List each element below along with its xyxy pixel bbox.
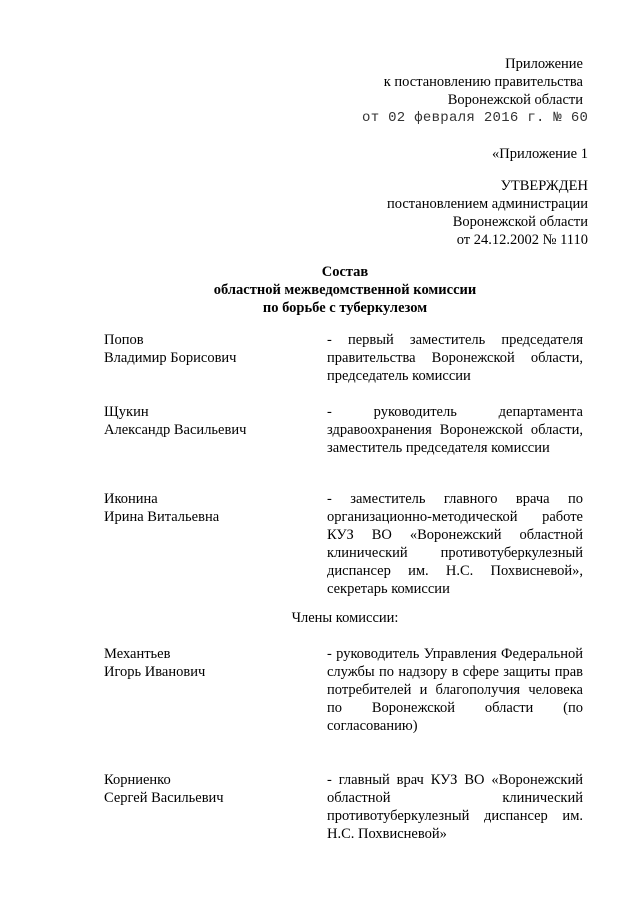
person-name: Щукин Александр Васильевич: [104, 404, 247, 438]
person-name: Корниенко Сергей Васильевич: [104, 772, 224, 806]
person-role: - руководитель Управления Федеральной службы по надзору в сфере защиты прав потребителей и благополучия человека по Воронежской области (по согласованию): [327, 646, 583, 734]
registration-stamp: от 02 февраля 2016 г. № 60: [362, 110, 589, 126]
person-role: - первый заместитель председателя правительства Воронежской области, председатель комиссии: [327, 332, 583, 384]
person-name: Механтьев Игорь Иванович: [104, 646, 206, 680]
person-name: Попов Владимир Борисович: [104, 332, 237, 366]
appendix-1-label: «Приложение 1: [492, 146, 588, 162]
person-role: - руководитель департамента здравоохранения Воронежской области, заместитель председателя комиссии: [327, 404, 583, 456]
approval-block: УТВЕРЖДЕН постановлением администрации Воронежской области от 24.12.2002 № 1110: [386, 178, 588, 248]
appendix-header: Приложение к постановлению правительства Воронежской области: [383, 56, 583, 108]
person-name: Иконина Ирина Витальевна: [104, 491, 220, 525]
document-title: Состав областной межведомственной комиссии по борьбе с туберкулезом: [213, 264, 477, 316]
members-heading: Члены комиссии:: [291, 610, 399, 626]
person-role: - главный врач КУЗ ВО «Воронежский областной клинический противотуберкулезный диспансер им. Н.С. Похвисневой»: [327, 772, 583, 842]
person-role: - заместитель главного врача по организационно-методической работе КУЗ ВО «Воронежский областной клинический противотуберкулезный диспансер им. Н.С. Похвисневой», секретарь комиссии: [327, 491, 583, 597]
